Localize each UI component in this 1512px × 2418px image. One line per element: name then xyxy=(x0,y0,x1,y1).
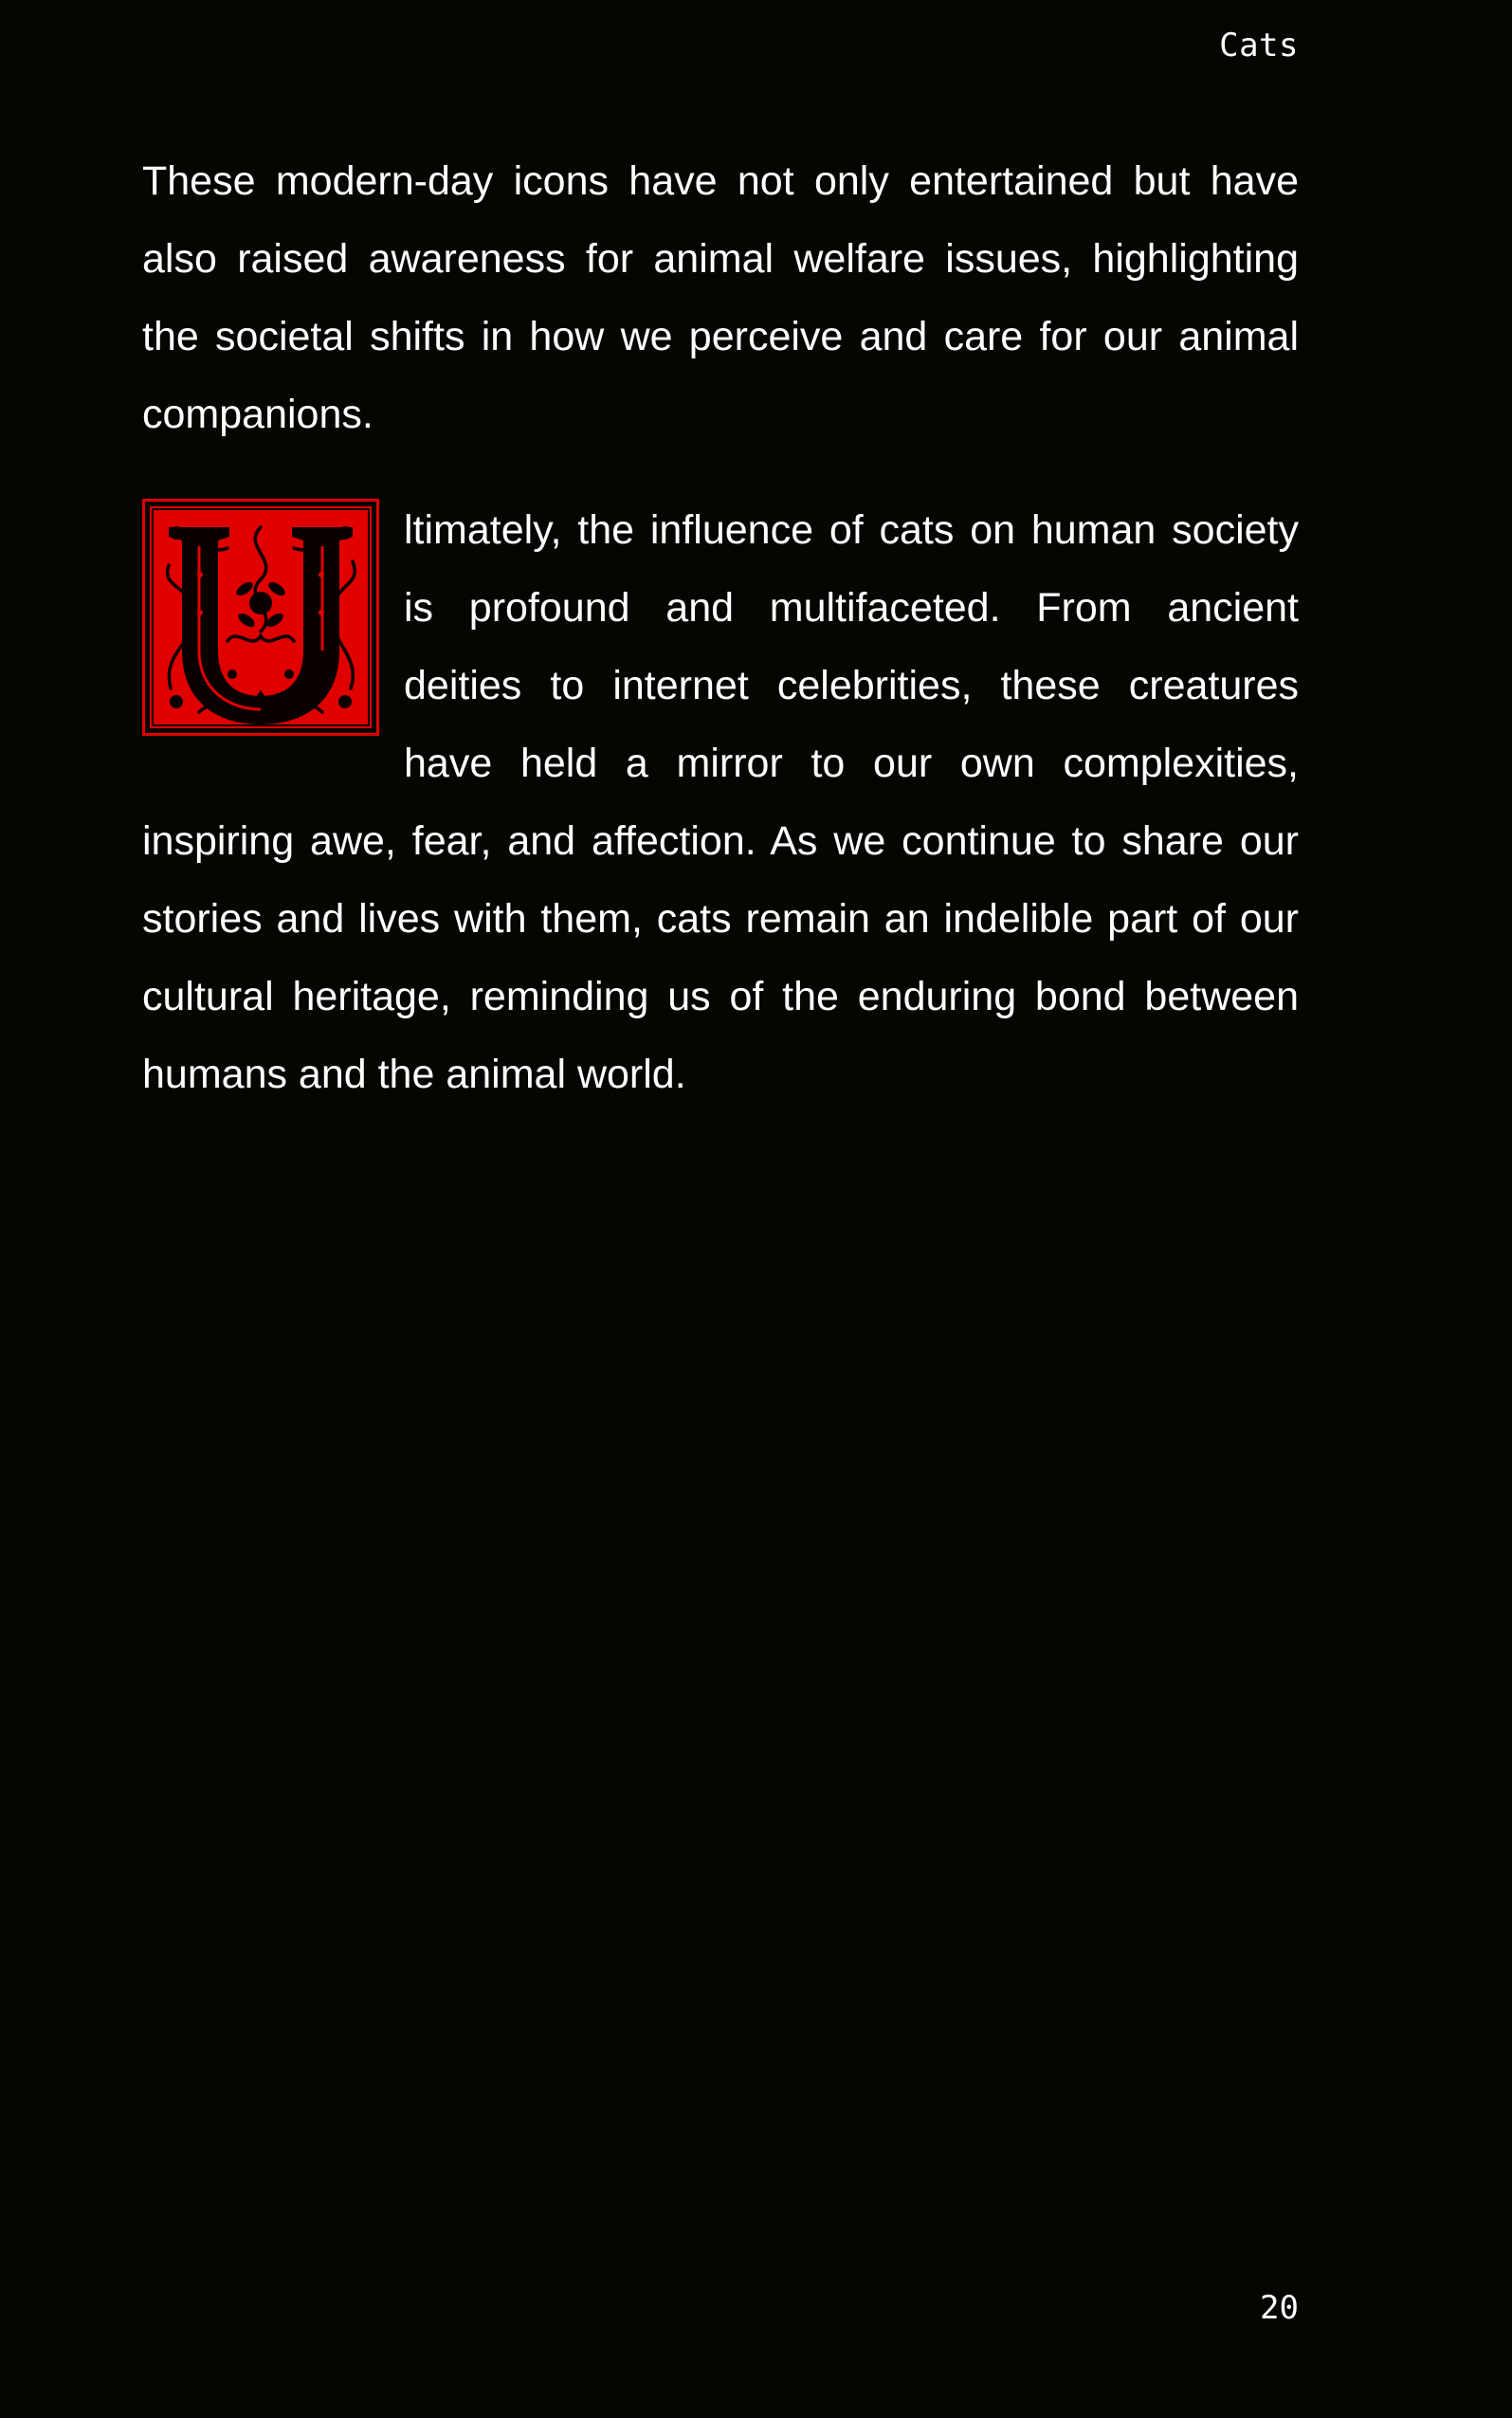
running-header-title: Cats xyxy=(1219,27,1299,64)
ornamental-initial-icon xyxy=(142,499,379,736)
paragraph-2 xyxy=(142,491,1299,1113)
paragraph-1: These modern-day icons have not only entertained but have also raised awareness for animal welfare issues, highlighting the societal shifts in how we perceive and care for our animal companions. xyxy=(142,158,1299,437)
paragraph-2-text: ltimately, the influence of cats on human society is profound and multifaceted. From ancient deities to internet celebrities, these creatures have held a mirror to our own complexities, inspiring awe, fear, and affection. As we continue to share our stories and lives with them, cats remain an indelible part of our cultural heritage, reminding us of the enduring bond between humans and the animal world. xyxy=(142,507,1299,1097)
page-number: 20 xyxy=(1260,2289,1299,2327)
body-text xyxy=(142,142,1299,1151)
